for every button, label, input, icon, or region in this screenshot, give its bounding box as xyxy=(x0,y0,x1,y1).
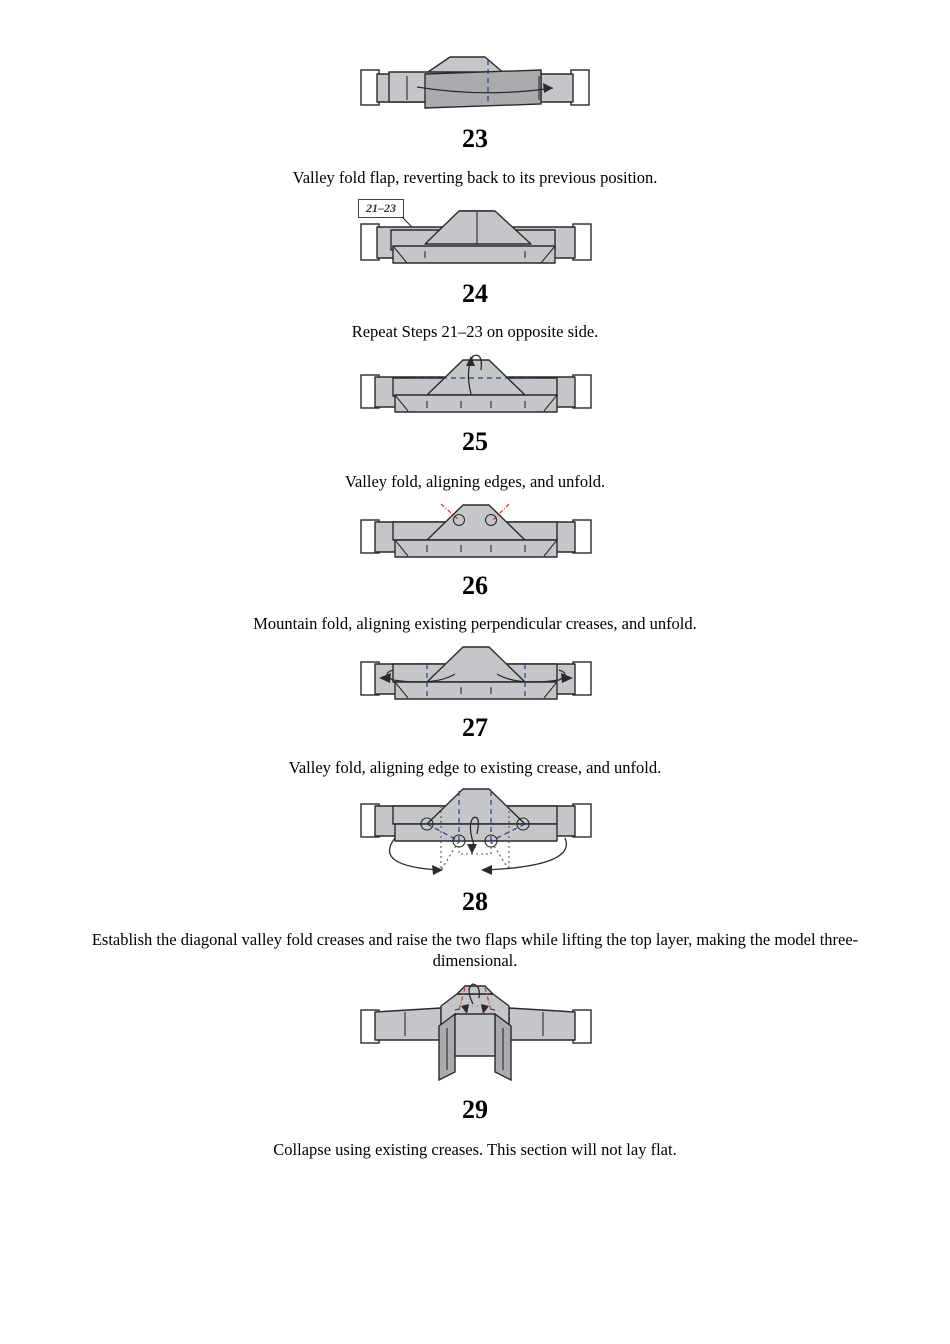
step-number: 28 xyxy=(462,887,488,916)
step-29-diagram xyxy=(355,984,595,1084)
step-caption: Repeat Steps 21–23 on opposite side. xyxy=(351,322,599,341)
step-caption: Valley fold flap, reverting back to its previous position. xyxy=(292,168,658,187)
step-caption: Valley fold, aligning edges, and unfold. xyxy=(344,472,606,491)
step-23-diagram xyxy=(355,52,595,114)
step-28-diagram xyxy=(355,786,595,878)
step-caption: Collapse using existing creases. This section will not lay flat. xyxy=(273,1140,677,1159)
step-number: 27 xyxy=(462,713,488,742)
step-number: 25 xyxy=(462,427,488,456)
step-reference-label: 21–23 xyxy=(358,199,404,218)
step-27-diagram xyxy=(355,642,595,702)
step-number: 23 xyxy=(462,124,488,153)
step-caption: Mountain fold, aligning existing perpendicular creases, and unfold. xyxy=(253,614,697,633)
step-26-diagram xyxy=(355,498,595,562)
step-caption: Valley fold, aligning edge to existing crease, and unfold. xyxy=(288,758,662,777)
step-caption: Establish the diagonal valley fold creases and raise the two flaps while lifting the top layer, making the model three-dimensional. xyxy=(91,930,859,970)
step-number: 29 xyxy=(462,1095,488,1124)
step-25-diagram xyxy=(355,350,595,416)
step-24-diagram xyxy=(355,200,595,268)
step-number: 24 xyxy=(462,279,488,308)
step-number: 26 xyxy=(462,571,488,600)
